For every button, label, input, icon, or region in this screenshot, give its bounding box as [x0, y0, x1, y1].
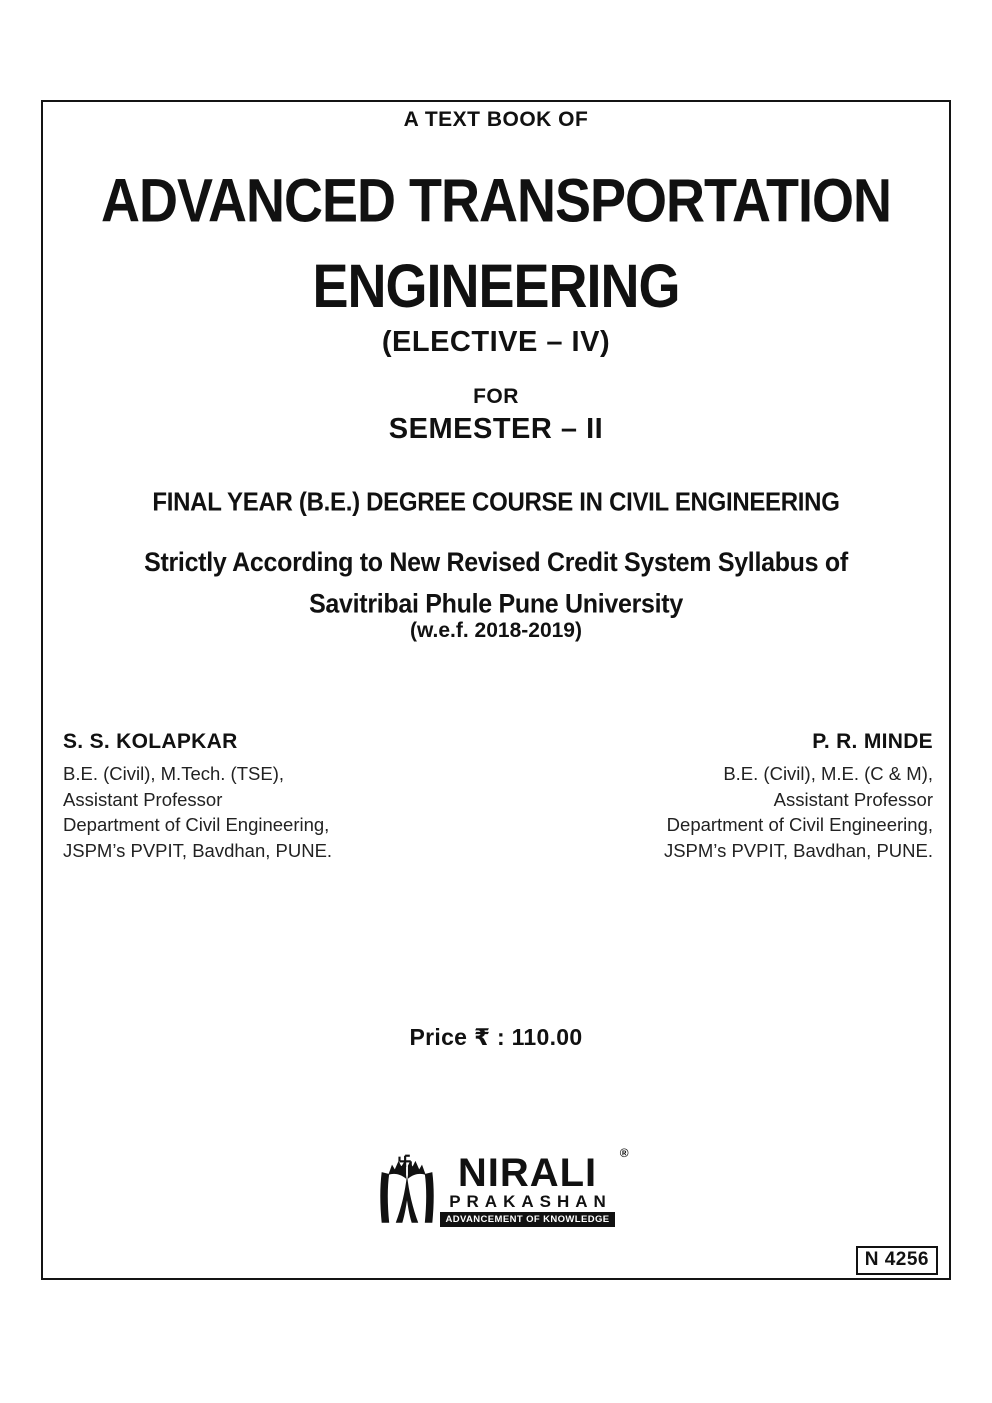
book-title-line2: ENGINEERING	[312, 252, 680, 321]
price-line: Price ₹ : 110.00	[409, 1024, 583, 1050]
author-institute: JSPM’s PVPIT, Bavdhan, PUNE.	[663, 839, 933, 861]
author-institute: JSPM’s PVPIT, Bavdhan, PUNE.	[63, 839, 333, 861]
author-name: S. S. KOLAPKAR	[63, 730, 238, 753]
open-book-logo-icon	[377, 1152, 437, 1226]
publisher-name: NIRALI	[457, 1151, 598, 1195]
registered-trademark-icon: ®	[619, 1146, 629, 1160]
nirali-prakashan-logo	[377, 1146, 629, 1227]
series-header: A TEXT BOOK OF	[403, 108, 589, 131]
effective-from-note: (w.e.f. 2018-2019)	[410, 619, 582, 642]
syllabus-note	[43, 542, 949, 625]
author-name: P. R. MINDE	[812, 730, 933, 753]
author-block-right	[664, 730, 933, 863]
for-label: FOR	[473, 385, 519, 408]
book-title-line1: ADVANCED TRANSPORTATION	[101, 167, 891, 235]
elective-note: (ELECTIVE – IV)	[381, 326, 611, 358]
author-qualification: B.E. (Civil), M.Tech. (TSE),	[63, 763, 284, 784]
author-designation: Assistant Professor	[63, 788, 223, 810]
author-department: Department of Civil Engineering,	[63, 814, 330, 835]
author-designation: Assistant Professor	[773, 788, 933, 810]
semester-label: SEMESTER – II	[388, 413, 604, 445]
authors-row	[63, 730, 933, 863]
syllabus-line2: Savitribai Phule Pune University	[309, 589, 683, 620]
publisher-tagline: ADVANCEMENT OF KNOWLEDGE	[440, 1212, 614, 1227]
publisher-wordmark	[440, 1152, 614, 1227]
book-code-badge: N 4256	[856, 1246, 938, 1275]
author-department: Department of Civil Engineering,	[666, 814, 933, 835]
publisher-logo	[43, 1146, 949, 1227]
publisher-subtitle: PRAKASHAN	[449, 1192, 612, 1211]
course-line: FINAL YEAR (B.E.) DEGREE COURSE IN CIVIL ENGINEERING	[152, 488, 840, 518]
cover-border-frame	[41, 100, 951, 1280]
syllabus-line1: Strictly According to New Revised Credit System Syllabus of	[144, 547, 848, 578]
author-block-left	[63, 730, 332, 863]
author-qualification: B.E. (Civil), M.E. (C & M),	[723, 763, 933, 784]
book-title	[43, 158, 949, 330]
